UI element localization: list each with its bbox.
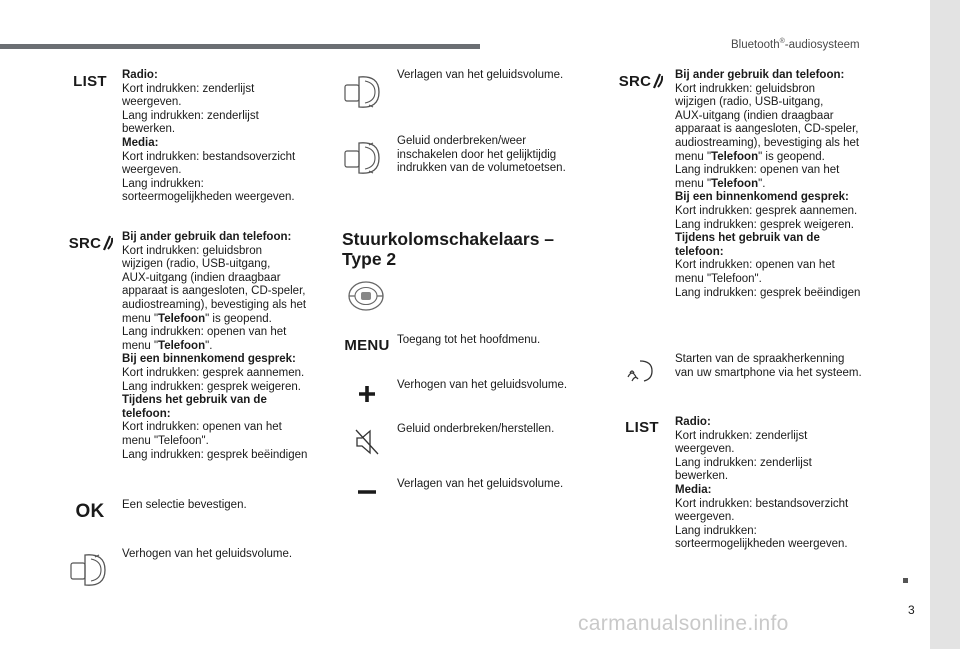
text-line: Starten van de spraakherkenning: [675, 353, 845, 365]
text-line: wijzigen (radio, USB-uitgang,: [122, 258, 271, 271]
phone-slash-icon: [651, 73, 663, 89]
text-line: Lang indrukken: zenderlijst: [675, 456, 812, 469]
voice-recognition-icon: [624, 356, 658, 386]
minus-description: Verlagen van het geluidsvolume.: [397, 478, 564, 490]
page-header-title: Bluetooth®-audiosysteem: [731, 38, 860, 51]
text-line: Media:: [675, 483, 712, 496]
menu-description: Toegang tot het hoofdmenu.: [397, 334, 541, 346]
mute2-description: Geluid onderbreken/herstellen.: [397, 423, 555, 435]
text-line: telefoon:: [122, 407, 171, 420]
steering-wheel-icon: [346, 278, 386, 314]
text-line: Radio:: [675, 416, 711, 428]
text-line: Lang indrukken:: [675, 524, 757, 537]
text-line: menu "Telefoon".: [675, 177, 766, 190]
text-line: audiostreaming), bevestiging als het: [675, 136, 860, 149]
text-line: menu "Telefoon".: [675, 272, 762, 285]
text-line: Lang indrukken: gesprek weigeren.: [122, 380, 302, 393]
text-line: audiostreaming), bevestiging als het: [122, 298, 307, 311]
text-line: Kort indrukken: zenderlijst: [675, 429, 808, 442]
text-line: Lang indrukken: gesprek beëindigen: [122, 448, 308, 461]
src-button-icon-type2: SRC: [618, 70, 664, 92]
section-title: Stuurkolomschakelaars – Type 2: [342, 229, 555, 269]
text-line: menu "Telefoon".: [122, 434, 209, 447]
text-line: bewerken.: [122, 123, 176, 136]
src-description: [122, 231, 307, 462]
src-description-type2: [675, 69, 860, 300]
text-line: Lang indrukken: openen van het: [675, 164, 840, 177]
text-line: Kort indrukken: geluidsbron: [122, 244, 262, 257]
text-line: weergeven.: [675, 511, 735, 524]
text-line: Radio:: [122, 69, 158, 81]
text-line: weergeven.: [675, 443, 735, 456]
text-line: Media:: [122, 136, 159, 149]
steering-volume-down-icon: [342, 72, 386, 112]
text-line: Tijdens het gebruik van de: [675, 232, 820, 245]
text-line: apparaat is aangesloten, CD-speler,: [122, 285, 306, 298]
text-line: weergeven.: [122, 96, 182, 109]
text-line: indrukken van de volumetoetsen.: [397, 162, 566, 175]
speaker-mute-icon: [352, 425, 382, 459]
steering-volume-up-icon: [68, 550, 112, 590]
text-line: Lang indrukken: gesprek weigeren.: [675, 218, 855, 231]
page-number: 3: [908, 603, 915, 617]
list-description-type2: [675, 416, 848, 552]
end-marker: [903, 578, 908, 583]
steering-mute-icon: [342, 138, 386, 178]
text-line: Kort indrukken: gesprek aannemen.: [122, 366, 305, 379]
list-button-icon: LIST: [73, 72, 107, 90]
text-line: sorteermogelijkheden weergeven.: [122, 191, 295, 204]
text-line: Lang indrukken: gesprek beëindigen: [675, 286, 861, 299]
text-line: sorteermogelijkheden weergeven.: [675, 538, 848, 551]
text-line: menu "Telefoon" is geopend.: [675, 150, 825, 163]
list-description: [122, 69, 295, 205]
watermark: carmanualsonline.info: [578, 612, 789, 635]
header-rule: [0, 44, 480, 49]
phone-slash-icon: [101, 235, 113, 251]
text-line: Bij ander gebruik dan telefoon:: [675, 69, 845, 81]
text-line: Lang indrukken:: [122, 177, 204, 190]
text-line: Bij ander gebruik dan telefoon:: [122, 231, 292, 243]
text-line: bewerken.: [675, 470, 729, 483]
text-line: AUX-uitgang (indien draagbaar: [122, 271, 281, 284]
text-line: Kort indrukken: gesprek aannemen.: [675, 204, 858, 217]
plus-description: Verhogen van het geluidsvolume.: [397, 379, 568, 391]
voice-description: [675, 353, 862, 380]
text-line: apparaat is aangesloten, CD-speler,: [675, 123, 859, 136]
src-button-icon: SRC: [68, 232, 114, 254]
text-line: Bij een binnenkomend gesprek:: [675, 191, 849, 204]
menu-button-icon: MENU: [344, 336, 390, 354]
text-line: Lang indrukken: openen van het: [122, 326, 287, 339]
text-line: inschakelen door het gelijktijdig: [397, 148, 557, 161]
text-line: Kort indrukken: openen van het: [675, 259, 835, 272]
minus-icon: [354, 482, 380, 502]
text-line: wijzigen (radio, USB-uitgang,: [675, 96, 824, 109]
ok-button-icon: OK: [75, 501, 105, 522]
list-button-icon-type2: LIST: [625, 418, 659, 436]
text-line: Kort indrukken: bestandsoverzicht: [675, 497, 849, 510]
text-line: menu "Telefoon".: [122, 339, 213, 352]
page-side-strip: [930, 0, 960, 649]
text-line: weergeven.: [122, 164, 182, 177]
mute-description: [397, 135, 566, 176]
text-line: Geluid onderbreken/weer: [397, 135, 527, 147]
text-line: Kort indrukken: zenderlijst: [122, 82, 255, 95]
text-line: Kort indrukken: openen van het: [122, 421, 282, 434]
text-line: van uw smartphone via het systeem.: [675, 366, 862, 379]
volume-up-description: Verhogen van het geluidsvolume.: [122, 548, 293, 560]
text-line: Tijdens het gebruik van de: [122, 394, 267, 407]
text-line: Kort indrukken: bestandsoverzicht: [122, 150, 296, 163]
text-line: Kort indrukken: geluidsbron: [675, 82, 815, 95]
ok-description: Een selectie bevestigen.: [122, 499, 247, 511]
volume-down-description: Verlagen van het geluidsvolume.: [397, 69, 564, 81]
text-line: AUX-uitgang (indien draagbaar: [675, 109, 834, 122]
text-line: Lang indrukken: zenderlijst: [122, 109, 259, 122]
text-line: Bij een binnenkomend gesprek:: [122, 353, 296, 366]
plus-icon: [354, 382, 380, 406]
text-line: menu "Telefoon" is geopend.: [122, 312, 272, 325]
text-line: telefoon:: [675, 245, 724, 258]
